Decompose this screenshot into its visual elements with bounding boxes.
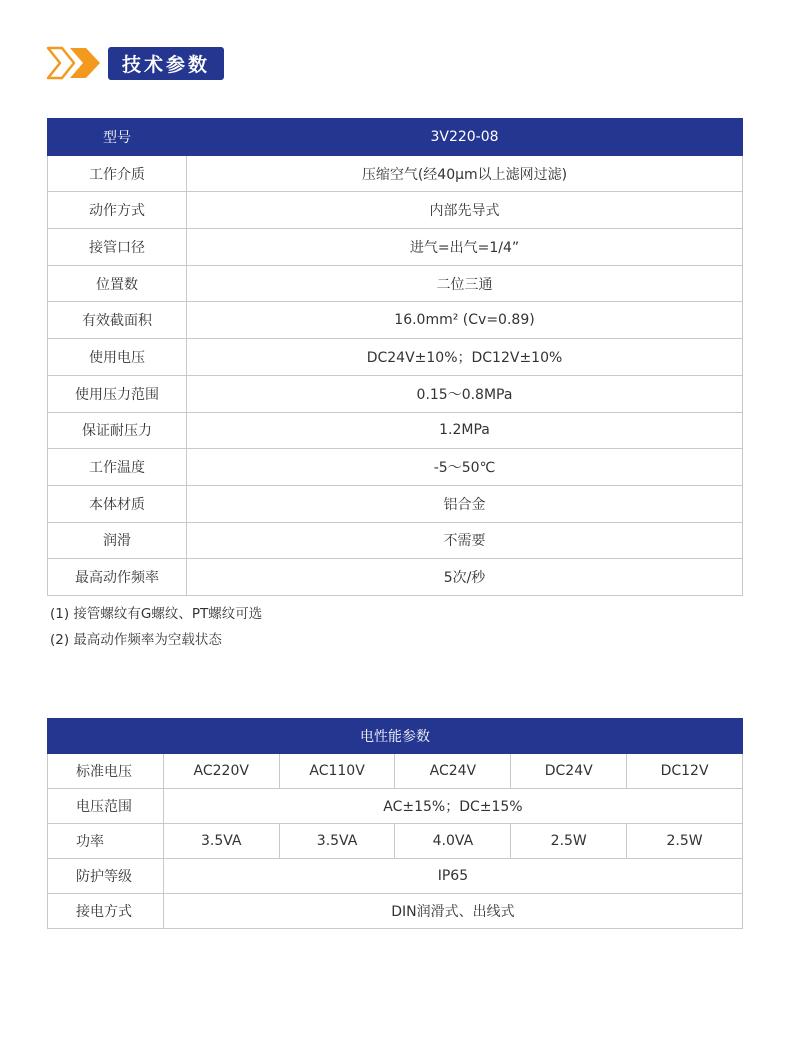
table-row: [48, 412, 743, 449]
row-label: 本体材质: [48, 485, 187, 522]
row-label: 有效截面积: [48, 302, 187, 339]
double-chevron-icon: [46, 46, 104, 80]
footnote: (2) 最高动作频率为空载状态: [50, 632, 222, 648]
voltage-cell: DC24V: [511, 754, 627, 789]
table-row: [48, 522, 743, 559]
table-row: [48, 302, 743, 339]
row-label: 使用压力范围: [48, 375, 187, 412]
electrical-table-title: 电性能参数: [48, 719, 743, 754]
row-value: 进气=出气=1/4”: [187, 229, 743, 266]
voltage-cell: DC12V: [627, 754, 743, 789]
table-row: [48, 824, 743, 859]
row-value: 不需要: [187, 522, 743, 559]
voltage-cell: AC24V: [395, 754, 511, 789]
footnotes: [50, 601, 262, 653]
footnote: (1) 接管螺纹有G螺纹、PT螺纹可选: [50, 606, 263, 622]
row-label: 保证耐压力: [48, 412, 187, 449]
electrical-table-header: [48, 719, 743, 754]
row-label: 工作介质: [48, 155, 187, 192]
table-row: [48, 859, 743, 894]
model-label: 型号: [48, 119, 187, 156]
row-value: 5次/秒: [187, 559, 743, 596]
row-value: 压缩空气(经40μm以上滤网过滤): [187, 155, 743, 192]
row-label: 标准电压: [48, 754, 164, 789]
row-value: -5～50℃: [187, 449, 743, 486]
row-value: DC24V±10%；DC12V±10%: [187, 339, 743, 376]
power-cell: 4.0VA: [395, 824, 511, 859]
model-value: 3V220-08: [187, 119, 743, 156]
spec-table: [47, 118, 743, 596]
row-value: 二位三通: [187, 265, 743, 302]
row-label: 动作方式: [48, 192, 187, 229]
row-label: 位置数: [48, 265, 187, 302]
table-row: [48, 155, 743, 192]
row-label: 使用电压: [48, 339, 187, 376]
table-row: [48, 265, 743, 302]
row-value: 内部先导式: [187, 192, 743, 229]
table-row: [48, 559, 743, 596]
voltage-cell: AC220V: [163, 754, 279, 789]
section-header: [46, 46, 224, 80]
voltage-cell: AC110V: [279, 754, 395, 789]
table-row: [48, 339, 743, 376]
row-label: 防护等级: [48, 859, 164, 894]
electrical-table: [47, 718, 743, 929]
section-title: 技术参数: [108, 47, 224, 80]
spec-table-header: [48, 119, 743, 156]
row-label: 最高动作频率: [48, 559, 187, 596]
table-row: [48, 375, 743, 412]
row-value: IP65: [163, 859, 742, 894]
row-value: 1.2MPa: [187, 412, 743, 449]
row-value: AC±15%；DC±15%: [163, 789, 742, 824]
table-row: [48, 449, 743, 486]
row-label: 电压范围: [48, 789, 164, 824]
row-label: 工作温度: [48, 449, 187, 486]
row-label: 接电方式: [48, 894, 164, 929]
table-row: [48, 789, 743, 824]
table-row: [48, 229, 743, 266]
row-label: 接管口径: [48, 229, 187, 266]
power-cell: 3.5VA: [163, 824, 279, 859]
row-label: 功率: [48, 824, 164, 859]
row-label: 润滑: [48, 522, 187, 559]
power-cell: 2.5W: [511, 824, 627, 859]
table-row: [48, 485, 743, 522]
power-cell: 2.5W: [627, 824, 743, 859]
row-value: 0.15～0.8MPa: [187, 375, 743, 412]
table-row: [48, 894, 743, 929]
power-cell: 3.5VA: [279, 824, 395, 859]
row-value: 16.0mm² (Cv=0.89): [187, 302, 743, 339]
row-value: 铝合金: [187, 485, 743, 522]
row-value: DIN润滑式、出线式: [163, 894, 742, 929]
table-row: [48, 192, 743, 229]
table-row: [48, 754, 743, 789]
